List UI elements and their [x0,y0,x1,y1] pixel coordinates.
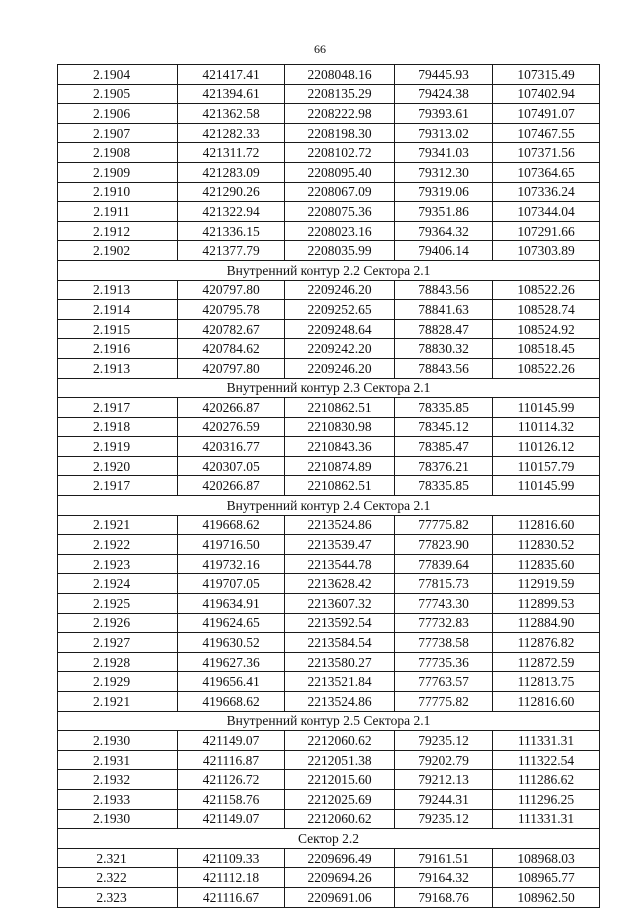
point-number-cell: 2.1927 [58,633,178,653]
point-number-cell: 2.1933 [58,789,178,809]
coordinate-cell: 2209252.65 [285,300,395,320]
point-number-cell: 2.322 [58,868,178,888]
point-number-cell: 2.1911 [58,202,178,222]
coordinate-cell: 112872.59 [493,652,600,672]
coordinate-cell: 2209242.20 [285,339,395,359]
coordinate-cell: 2208222.98 [285,104,395,124]
coordinate-cell: 421126.72 [178,770,285,790]
table-row [58,398,600,418]
point-number-cell: 2.1920 [58,456,178,476]
coordinate-cell: 79235.12 [395,731,493,751]
coordinate-cell: 419716.50 [178,535,285,555]
coordinate-cell: 2209696.49 [285,848,395,868]
point-number-cell: 2.1917 [58,476,178,496]
coordinate-cell: 112816.60 [493,515,600,535]
point-number-cell: 2.1923 [58,554,178,574]
coordinate-cell: 419732.16 [178,554,285,574]
point-number-cell: 2.1902 [58,241,178,261]
coordinate-cell: 421149.07 [178,731,285,751]
table-row [58,574,600,594]
point-number-cell: 2.1913 [58,358,178,378]
coordinate-cell: 2208035.99 [285,241,395,261]
coordinate-cell: 112813.75 [493,672,600,692]
coordinate-cell: 78843.56 [395,358,493,378]
coordinate-cell: 421283.09 [178,162,285,182]
table-row [58,319,600,339]
table-row [58,633,600,653]
coordinate-cell: 2213592.54 [285,613,395,633]
table-row [58,300,600,320]
coordinate-cell: 2213607.32 [285,594,395,614]
coordinate-cell: 78385.47 [395,437,493,457]
coordinate-cell: 421116.67 [178,887,285,907]
coordinate-cell: 421109.33 [178,848,285,868]
coordinate-cell: 77738.58 [395,633,493,653]
coordinate-cell: 421112.18 [178,868,285,888]
coordinate-cell: 420797.80 [178,358,285,378]
point-number-cell: 2.1925 [58,594,178,614]
coordinate-cell: 79319.06 [395,182,493,202]
coordinate-cell: 79406.14 [395,241,493,261]
point-number-cell: 2.1926 [58,613,178,633]
table-row [58,437,600,457]
coordinate-cell: 79202.79 [395,750,493,770]
point-number-cell: 2.1922 [58,535,178,555]
table-row [58,280,600,300]
coordinate-cell: 108962.50 [493,887,600,907]
coordinate-cell: 78335.85 [395,398,493,418]
coordinate-cell: 2209694.26 [285,868,395,888]
point-number-cell: 2.1918 [58,417,178,437]
page-number: 66 [314,42,326,56]
coordinate-cell: 420784.62 [178,339,285,359]
coordinate-cell: 107303.89 [493,241,600,261]
coordinate-cell: 77735.36 [395,652,493,672]
coordinate-cell: 2208048.16 [285,65,395,85]
table-row [58,535,600,555]
coordinate-cell: 420782.67 [178,319,285,339]
coordinate-cell: 2213539.47 [285,535,395,555]
coordinate-cell: 419634.91 [178,594,285,614]
coordinate-cell: 2208102.72 [285,143,395,163]
table-row [58,143,600,163]
coordinate-cell: 2210843.36 [285,437,395,457]
coordinate-cell: 110126.12 [493,437,600,457]
coordinate-cell: 2209691.06 [285,887,395,907]
coordinate-cell: 2210874.89 [285,456,395,476]
table-row [58,123,600,143]
coordinate-cell: 107344.04 [493,202,600,222]
coordinate-cell: 108524.92 [493,319,600,339]
table-row [58,65,600,85]
section-heading: Внутренний контур 2.4 Сектора 2.1 [58,496,600,516]
coordinate-cell: 77775.82 [395,515,493,535]
coordinate-cell: 78335.85 [395,476,493,496]
coordinate-cell: 2212015.60 [285,770,395,790]
coordinate-cell: 2212051.38 [285,750,395,770]
coordinate-cell: 79161.51 [395,848,493,868]
coordinate-cell: 419624.65 [178,613,285,633]
coordinate-cell: 419656.41 [178,672,285,692]
table-row [58,809,600,829]
coordinate-cell: 2212060.62 [285,809,395,829]
coordinate-cell: 2213524.86 [285,692,395,712]
coordinate-cell: 107467.55 [493,123,600,143]
coordinate-cell: 77823.90 [395,535,493,555]
coordinate-cell: 107402.94 [493,84,600,104]
coordinate-cell: 111322.54 [493,750,600,770]
coordinate-cell: 112919.59 [493,574,600,594]
coordinate-cell: 2213544.78 [285,554,395,574]
point-number-cell: 2.1932 [58,770,178,790]
table-row [58,652,600,672]
coordinate-cell: 421290.26 [178,182,285,202]
coordinate-cell: 79212.13 [395,770,493,790]
coordinate-cell: 420797.80 [178,280,285,300]
coordinate-cell: 112899.53 [493,594,600,614]
coordinate-cell: 77763.57 [395,672,493,692]
coordinate-cell: 78841.63 [395,300,493,320]
coordinate-cell: 77743.30 [395,594,493,614]
point-number-cell: 2.1913 [58,280,178,300]
coordinate-cell: 420266.87 [178,476,285,496]
coordinate-cell: 421322.94 [178,202,285,222]
coordinate-cell: 77775.82 [395,692,493,712]
coordinate-cell: 2208023.16 [285,221,395,241]
coordinate-cell: 79393.61 [395,104,493,124]
table-row [58,456,600,476]
coordinate-cell: 2209246.20 [285,358,395,378]
coordinate-cell: 419627.36 [178,652,285,672]
point-number-cell: 2.1906 [58,104,178,124]
point-number-cell: 2.1921 [58,692,178,712]
point-number-cell: 2.1921 [58,515,178,535]
coordinate-cell: 79168.76 [395,887,493,907]
point-number-cell: 2.1928 [58,652,178,672]
section-heading-row [58,260,600,280]
section-heading: Внутренний контур 2.5 Сектора 2.1 [58,711,600,731]
coordinate-cell: 110145.99 [493,476,600,496]
coordinate-cell: 111331.31 [493,731,600,751]
point-number-cell: 2.1905 [58,84,178,104]
table-row [58,162,600,182]
table-row [58,750,600,770]
point-number-cell: 2.1931 [58,750,178,770]
coordinate-cell: 108522.26 [493,358,600,378]
coordinate-cell: 421158.76 [178,789,285,809]
coordinate-cell: 2210830.98 [285,417,395,437]
table-row [58,104,600,124]
table-row [58,339,600,359]
coordinate-cell: 79164.32 [395,868,493,888]
coordinate-cell: 421336.15 [178,221,285,241]
table-row [58,417,600,437]
table-row [58,241,600,261]
section-heading-row [58,378,600,398]
coordinate-cell: 79312.30 [395,162,493,182]
coordinate-cell: 420316.77 [178,437,285,457]
table-row [58,84,600,104]
table-row [58,221,600,241]
coordinate-cell: 419668.62 [178,692,285,712]
point-number-cell: 2.1907 [58,123,178,143]
point-number-cell: 2.1930 [58,731,178,751]
coordinate-cell: 110157.79 [493,456,600,476]
point-number-cell: 2.1912 [58,221,178,241]
coordinate-cell: 78843.56 [395,280,493,300]
coordinates-table [57,64,600,908]
coordinate-cell: 2212060.62 [285,731,395,751]
coordinate-cell: 421149.07 [178,809,285,829]
coordinate-cell: 107491.07 [493,104,600,124]
coordinate-cell: 2208095.40 [285,162,395,182]
coordinate-cell: 79244.31 [395,789,493,809]
coordinate-cell: 2213584.54 [285,633,395,653]
table-row [58,358,600,378]
table-row [58,476,600,496]
coordinate-cell: 78345.12 [395,417,493,437]
coordinate-cell: 112830.52 [493,535,600,555]
coordinate-cell: 108522.26 [493,280,600,300]
table-row [58,770,600,790]
coordinate-cell: 77732.83 [395,613,493,633]
coordinate-cell: 77839.64 [395,554,493,574]
table-row [58,554,600,574]
section-heading: Сектор 2.2 [58,829,600,849]
coordinate-cell: 77815.73 [395,574,493,594]
coordinate-cell: 107364.65 [493,162,600,182]
coordinate-cell: 2208067.09 [285,182,395,202]
coordinate-cell: 111296.25 [493,789,600,809]
coordinate-cell: 78830.32 [395,339,493,359]
coordinate-cell: 419630.52 [178,633,285,653]
coordinate-cell: 2208135.29 [285,84,395,104]
table-row [58,613,600,633]
coordinate-cell: 419668.62 [178,515,285,535]
point-number-cell: 2.1904 [58,65,178,85]
point-number-cell: 2.1914 [58,300,178,320]
coordinate-cell: 79364.32 [395,221,493,241]
coordinate-cell: 79351.86 [395,202,493,222]
section-heading: Внутренний контур 2.2 Сектора 2.1 [58,260,600,280]
point-number-cell: 2.1910 [58,182,178,202]
coordinate-cell: 112835.60 [493,554,600,574]
point-number-cell: 2.1916 [58,339,178,359]
table-row [58,789,600,809]
table-row [58,182,600,202]
coordinate-cell: 2213580.27 [285,652,395,672]
coordinate-cell: 2210862.51 [285,398,395,418]
coordinate-cell: 107336.24 [493,182,600,202]
point-number-cell: 2.323 [58,887,178,907]
coordinate-cell: 79235.12 [395,809,493,829]
table-row [58,848,600,868]
coordinate-cell: 420307.05 [178,456,285,476]
coordinate-cell: 79424.38 [395,84,493,104]
point-number-cell: 2.1917 [58,398,178,418]
coordinate-cell: 78376.21 [395,456,493,476]
table-row [58,202,600,222]
table-row [58,594,600,614]
coordinate-cell: 420266.87 [178,398,285,418]
coordinate-cell: 107371.56 [493,143,600,163]
coordinate-cell: 2208075.36 [285,202,395,222]
coordinate-cell: 2209248.64 [285,319,395,339]
coordinate-cell: 421417.41 [178,65,285,85]
point-number-cell: 2.1909 [58,162,178,182]
coordinate-cell: 79313.02 [395,123,493,143]
coordinate-cell: 108968.03 [493,848,600,868]
section-heading: Внутренний контур 2.3 Сектора 2.1 [58,378,600,398]
coordinate-cell: 2208198.30 [285,123,395,143]
coordinate-cell: 110114.32 [493,417,600,437]
coordinate-cell: 112884.90 [493,613,600,633]
coordinate-cell: 2212025.69 [285,789,395,809]
coordinate-cell: 111331.31 [493,809,600,829]
point-number-cell: 2.1908 [58,143,178,163]
coordinate-cell: 78828.47 [395,319,493,339]
coordinate-cell: 421377.79 [178,241,285,261]
section-heading-row [58,711,600,731]
coordinate-cell: 421362.58 [178,104,285,124]
coordinate-cell: 421282.33 [178,123,285,143]
point-number-cell: 2.1919 [58,437,178,457]
coordinate-cell: 111286.62 [493,770,600,790]
coordinate-cell: 110145.99 [493,398,600,418]
coordinate-cell: 421116.87 [178,750,285,770]
point-number-cell: 2.1915 [58,319,178,339]
table-row [58,692,600,712]
coordinate-cell: 419707.05 [178,574,285,594]
table-row [58,672,600,692]
coordinate-cell: 2210862.51 [285,476,395,496]
coordinate-cell: 2213628.42 [285,574,395,594]
coordinate-cell: 420795.78 [178,300,285,320]
section-heading-row [58,496,600,516]
coordinate-cell: 420276.59 [178,417,285,437]
table-row [58,868,600,888]
coordinate-cell: 108965.77 [493,868,600,888]
coordinate-cell: 108518.45 [493,339,600,359]
coordinate-cell: 79445.93 [395,65,493,85]
coordinate-cell: 79341.03 [395,143,493,163]
coordinate-cell: 2213521.84 [285,672,395,692]
coordinate-cell: 2213524.86 [285,515,395,535]
coordinate-cell: 112876.82 [493,633,600,653]
section-heading-row [58,829,600,849]
point-number-cell: 2.321 [58,848,178,868]
coordinate-cell: 107315.49 [493,65,600,85]
table-row [58,515,600,535]
point-number-cell: 2.1929 [58,672,178,692]
table-row [58,887,600,907]
point-number-cell: 2.1924 [58,574,178,594]
coordinate-cell: 108528.74 [493,300,600,320]
coordinate-cell: 112816.60 [493,692,600,712]
coordinate-cell: 107291.66 [493,221,600,241]
table-row [58,731,600,751]
coordinates-table-body [58,65,600,908]
coordinate-cell: 2209246.20 [285,280,395,300]
coordinate-cell: 421311.72 [178,143,285,163]
point-number-cell: 2.1930 [58,809,178,829]
coordinate-cell: 421394.61 [178,84,285,104]
